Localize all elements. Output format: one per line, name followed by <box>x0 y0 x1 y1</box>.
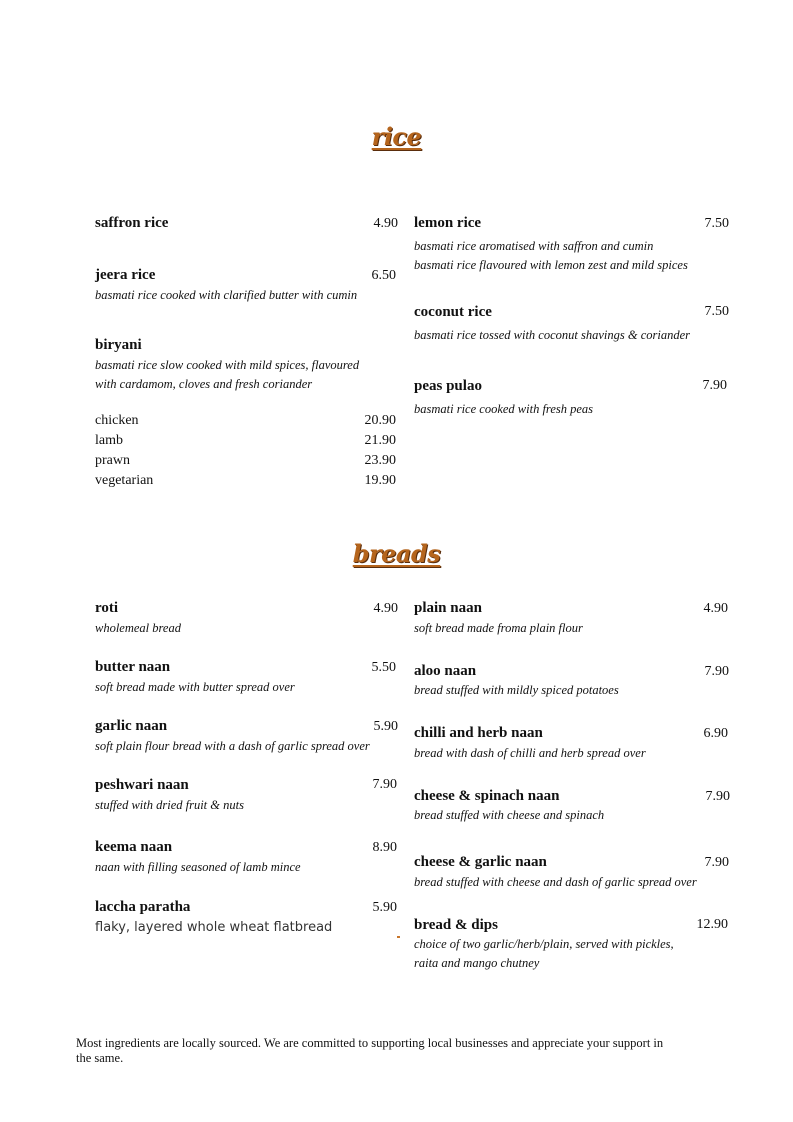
chilli-herb-naan-name: chilli and herb naan <box>414 725 543 741</box>
footer-note <box>76 1036 716 1066</box>
saffron-rice-price: 4.90 <box>373 216 398 231</box>
cheese-garlic-naan-name: cheese & garlic naan <box>414 854 547 870</box>
coconut-rice-price: 7.50 <box>704 304 729 319</box>
laccha-paratha-name: laccha paratha <box>95 899 191 915</box>
butter-naan-name: butter naan <box>95 659 171 675</box>
biryani-desc-line1: basmati rice slow cooked with mild spices, flavoured <box>95 358 360 372</box>
stray-mark <box>397 936 400 938</box>
lemon-rice-name: lemon rice <box>414 215 482 231</box>
peshwari-naan-price: 7.90 <box>372 777 397 792</box>
chilli-herb-naan-desc: bread with dash of chilli and herb spread over <box>414 746 646 760</box>
garlic-naan-price: 5.90 <box>373 719 398 734</box>
peas-pulao-price: 7.90 <box>702 378 727 393</box>
butter-naan-desc: soft bread made with butter spread over <box>95 680 295 694</box>
footer-line-1: Most ingredients are locally sourced. We are committed to supporting local businesses and appreciate your support in <box>76 1036 664 1050</box>
biryani-variant-chicken: chicken <box>95 413 139 428</box>
lemon-rice-desc-line1: basmati rice aromatised with saffron and cumin <box>414 239 654 253</box>
lemon-rice-price: 7.50 <box>704 216 729 231</box>
cheese-spinach-naan-name: cheese & spinach naan <box>414 788 560 804</box>
cheese-garlic-naan-price: 7.90 <box>704 855 729 870</box>
peshwari-naan-name: peshwari naan <box>95 777 189 793</box>
biryani-variant-vegetarian: vegetarian <box>95 473 154 488</box>
biryani-variant-lamb-price: 21.90 <box>364 433 396 448</box>
aloo-naan-desc: bread stuffed with mildly spiced potatoes <box>414 683 619 697</box>
peas-pulao-name: peas pulao <box>414 378 482 394</box>
cheese-spinach-naan-desc: bread stuffed with cheese and spinach <box>414 808 605 822</box>
biryani-name: biryani <box>95 337 142 353</box>
bread-dips-price: 12.90 <box>696 917 728 932</box>
keema-naan-desc: naan with filling seasoned of lamb mince <box>95 860 301 874</box>
coconut-rice-desc: basmati rice tossed with coconut shavings & coriander <box>414 328 691 342</box>
aloo-naan-price: 7.90 <box>704 664 729 679</box>
butter-naan-price: 5.50 <box>371 660 396 675</box>
biryani-variant-lamb: lamb <box>95 433 123 448</box>
aloo-naan-name: aloo naan <box>414 663 477 679</box>
footer-line-2: the same. <box>76 1051 124 1065</box>
garlic-naan-name: garlic naan <box>95 718 168 734</box>
cheese-garlic-naan-desc: bread stuffed with cheese and dash of garlic spread over <box>414 875 697 889</box>
bread-dips-desc-line1: choice of two garlic/herb/plain, served with pickles, <box>414 937 674 951</box>
biryani-desc-line2: with cardamom, cloves and fresh coriander <box>95 377 313 391</box>
roti-name: roti <box>95 600 119 616</box>
plain-naan-price: 4.90 <box>703 601 728 616</box>
biryani-variant-chicken-price: 20.90 <box>364 413 396 428</box>
lemon-rice-desc-line2: basmati rice flavoured with lemon zest and mild spices <box>414 258 688 272</box>
bread-dips-desc-line2: raita and mango chutney <box>414 956 540 970</box>
jeera-rice-desc: basmati rice cooked with clarified butter with cumin <box>95 288 358 302</box>
garlic-naan-desc: soft plain flour bread with a dash of garlic spread over <box>95 739 370 753</box>
jeera-rice-name: jeera rice <box>95 267 156 283</box>
laccha-paratha-price: 5.90 <box>372 900 397 915</box>
keema-naan-price: 8.90 <box>372 840 397 855</box>
coconut-rice-name: coconut rice <box>414 304 492 320</box>
roti-price: 4.90 <box>373 601 398 616</box>
peshwari-naan-desc: stuffed with dried fruit & nuts <box>95 798 244 812</box>
bread-dips-name: bread & dips <box>414 917 498 933</box>
biryani-variant-vegetarian-price: 19.90 <box>364 473 396 488</box>
chilli-herb-naan-price: 6.90 <box>703 726 728 741</box>
rice-heading: rice <box>371 122 422 151</box>
jeera-rice-price: 6.50 <box>371 268 396 283</box>
saffron-rice-name: saffron rice <box>95 215 169 231</box>
roti-desc: wholemeal bread <box>95 621 181 635</box>
peas-pulao-desc: basmati rice cooked with fresh peas <box>414 402 594 416</box>
laccha-paratha-desc: flaky, layered whole wheat flatbread <box>95 920 333 935</box>
biryani-variant-prawn-price: 23.90 <box>364 453 396 468</box>
biryani-variant-prawn: prawn <box>95 453 130 468</box>
cheese-spinach-naan-price: 7.90 <box>705 789 730 804</box>
plain-naan-desc: soft bread made froma plain flour <box>414 621 583 635</box>
plain-naan-name: plain naan <box>414 600 482 616</box>
keema-naan-name: keema naan <box>95 839 173 855</box>
breads-heading: breads <box>352 539 441 568</box>
